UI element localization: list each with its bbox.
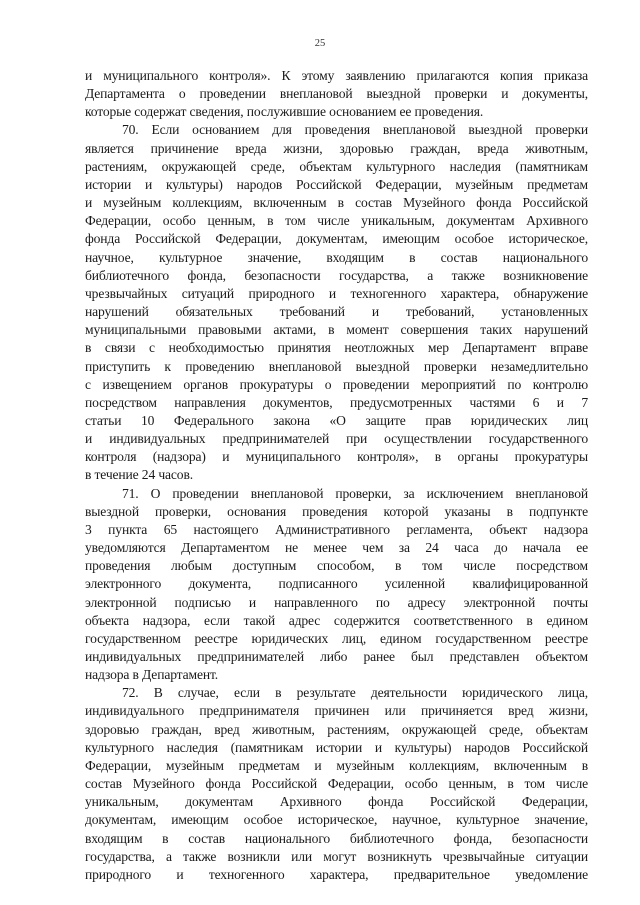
document-body-text	[85, 67, 588, 884]
text-line: электронного документа, подписанного усиленной квалифицированной	[85, 576, 588, 592]
text-line: 3 пункта 65 настоящего Административного регламента, объект надзора	[85, 521, 588, 537]
text-line: Департамента о проведении внеплановой выездной проверки и документы,	[85, 86, 588, 102]
text-line: здоровью граждан, вред животным, растениям, окружающей среде, объектам	[85, 721, 588, 737]
text-line: природного и техногенного характера, предварительное уведомление	[85, 866, 588, 882]
text-line: электронной подписью и направленного по адресу электронной почты	[85, 594, 588, 610]
text-line: культурного наследия (памятникам истории и культуры) народов Российской	[85, 739, 588, 755]
text-line: приступить к проведению внеплановой выездной проверки незамедлительно	[85, 358, 588, 374]
text-line: и муниципального контроля». К этому заявлению прилагаются копия приказа	[85, 68, 588, 83]
text-line: входящим в состав национального библиотечного фонда, безопасности	[85, 830, 588, 846]
text-line: уведомляются Департаментом не менее чем за 24 часа до начала ее	[85, 540, 588, 556]
text-line: индивидуальных предпринимателей либо ранее был представлен объектом	[85, 649, 588, 664]
text-line: фонда Российской Федерации, документам, имеющим особое историческое,	[85, 231, 588, 247]
text-line: растениям, окружающей среде, объектам культурного наследия (памятникам	[85, 158, 588, 174]
text-line: библиотечного фонда, безопасности государства, а также возникновение	[85, 267, 588, 283]
text-line: чрезвычайных ситуаций природного и техногенного характера, обнаружение	[85, 285, 588, 301]
text-line: проведения любым доступным способом, в том числе посредством	[85, 558, 588, 574]
text-line: 70. Если основанием для проведения внеплановой выездной проверки	[122, 122, 588, 138]
text-line: статьи 10 Федерального закона «О защите прав юридических лиц	[85, 412, 588, 428]
text-line: муниципальными правовыми актами, в момент совершения таких нарушений	[85, 322, 588, 338]
text-line: истории и культуры) народов Российской Федерации, музейным предметам	[85, 176, 588, 192]
text-line: надзора в Департамент.	[85, 667, 218, 683]
text-line: государственном реестре юридических лиц, едином государственном реестре	[85, 630, 588, 646]
text-line: в связи с необходимостью принятия неотложных мер Департамент вправе	[85, 340, 588, 356]
text-line: Федерации, особо ценным, в том числе уникальным, документам Архивного	[85, 213, 588, 229]
text-line: уникальным, документам Архивного фонда Российской Федерации,	[85, 794, 588, 810]
text-line: 71. О проведении внеплановой проверки, за исключением внеплановой	[122, 485, 588, 501]
text-line: Федерации, музейным предметам и музейным коллекциям, включенным в	[85, 757, 588, 773]
text-line: 72. В случае, если в результате деятельности юридического лица,	[122, 685, 588, 701]
text-line: контроля (надзора) и муниципального контроля», в органы прокуратуры	[85, 449, 588, 465]
text-line: которые содержат сведения, послужившие основанием ее проведения.	[85, 104, 484, 120]
text-line: государства, а также возникли или могут возникнуть чрезвычайные ситуации	[85, 848, 588, 864]
page-number: 25	[314, 38, 326, 49]
text-line: нарушений обязательных требований и требований, установленных	[85, 304, 588, 320]
text-line: научное, культурное значение, входящим в состав национального	[85, 249, 588, 265]
text-line: выездной проверки, основания проведения которой указаны в подпункте	[85, 503, 588, 519]
text-line: индивидуального предпринимателя причинен или причиняется вред жизни,	[85, 703, 588, 719]
text-line: посредством направления документов, предусмотренных частями 6 и 7	[85, 394, 588, 410]
text-line: в течение 24 часов.	[85, 467, 193, 483]
text-line: и музейным коллекциям, включенным в состав Музейного фонда Российской	[85, 195, 588, 211]
text-line: с извещением органов прокуратуры о проведении мероприятий по контролю	[85, 376, 588, 392]
text-line: объекта надзора, если такой адрес содержится соответственного в едином	[85, 612, 588, 628]
text-line: является причинение вреда жизни, здоровью граждан, вреда животным,	[85, 140, 588, 156]
text-line: и индивидуальных предпринимателей при осуществлении государственного	[85, 431, 588, 447]
text-line: состав Музейного фонда Российской Федерации, особо ценным, в том числе	[85, 776, 588, 792]
text-line: документам, имеющим особое историческое, научное, культурное значение,	[85, 812, 588, 828]
